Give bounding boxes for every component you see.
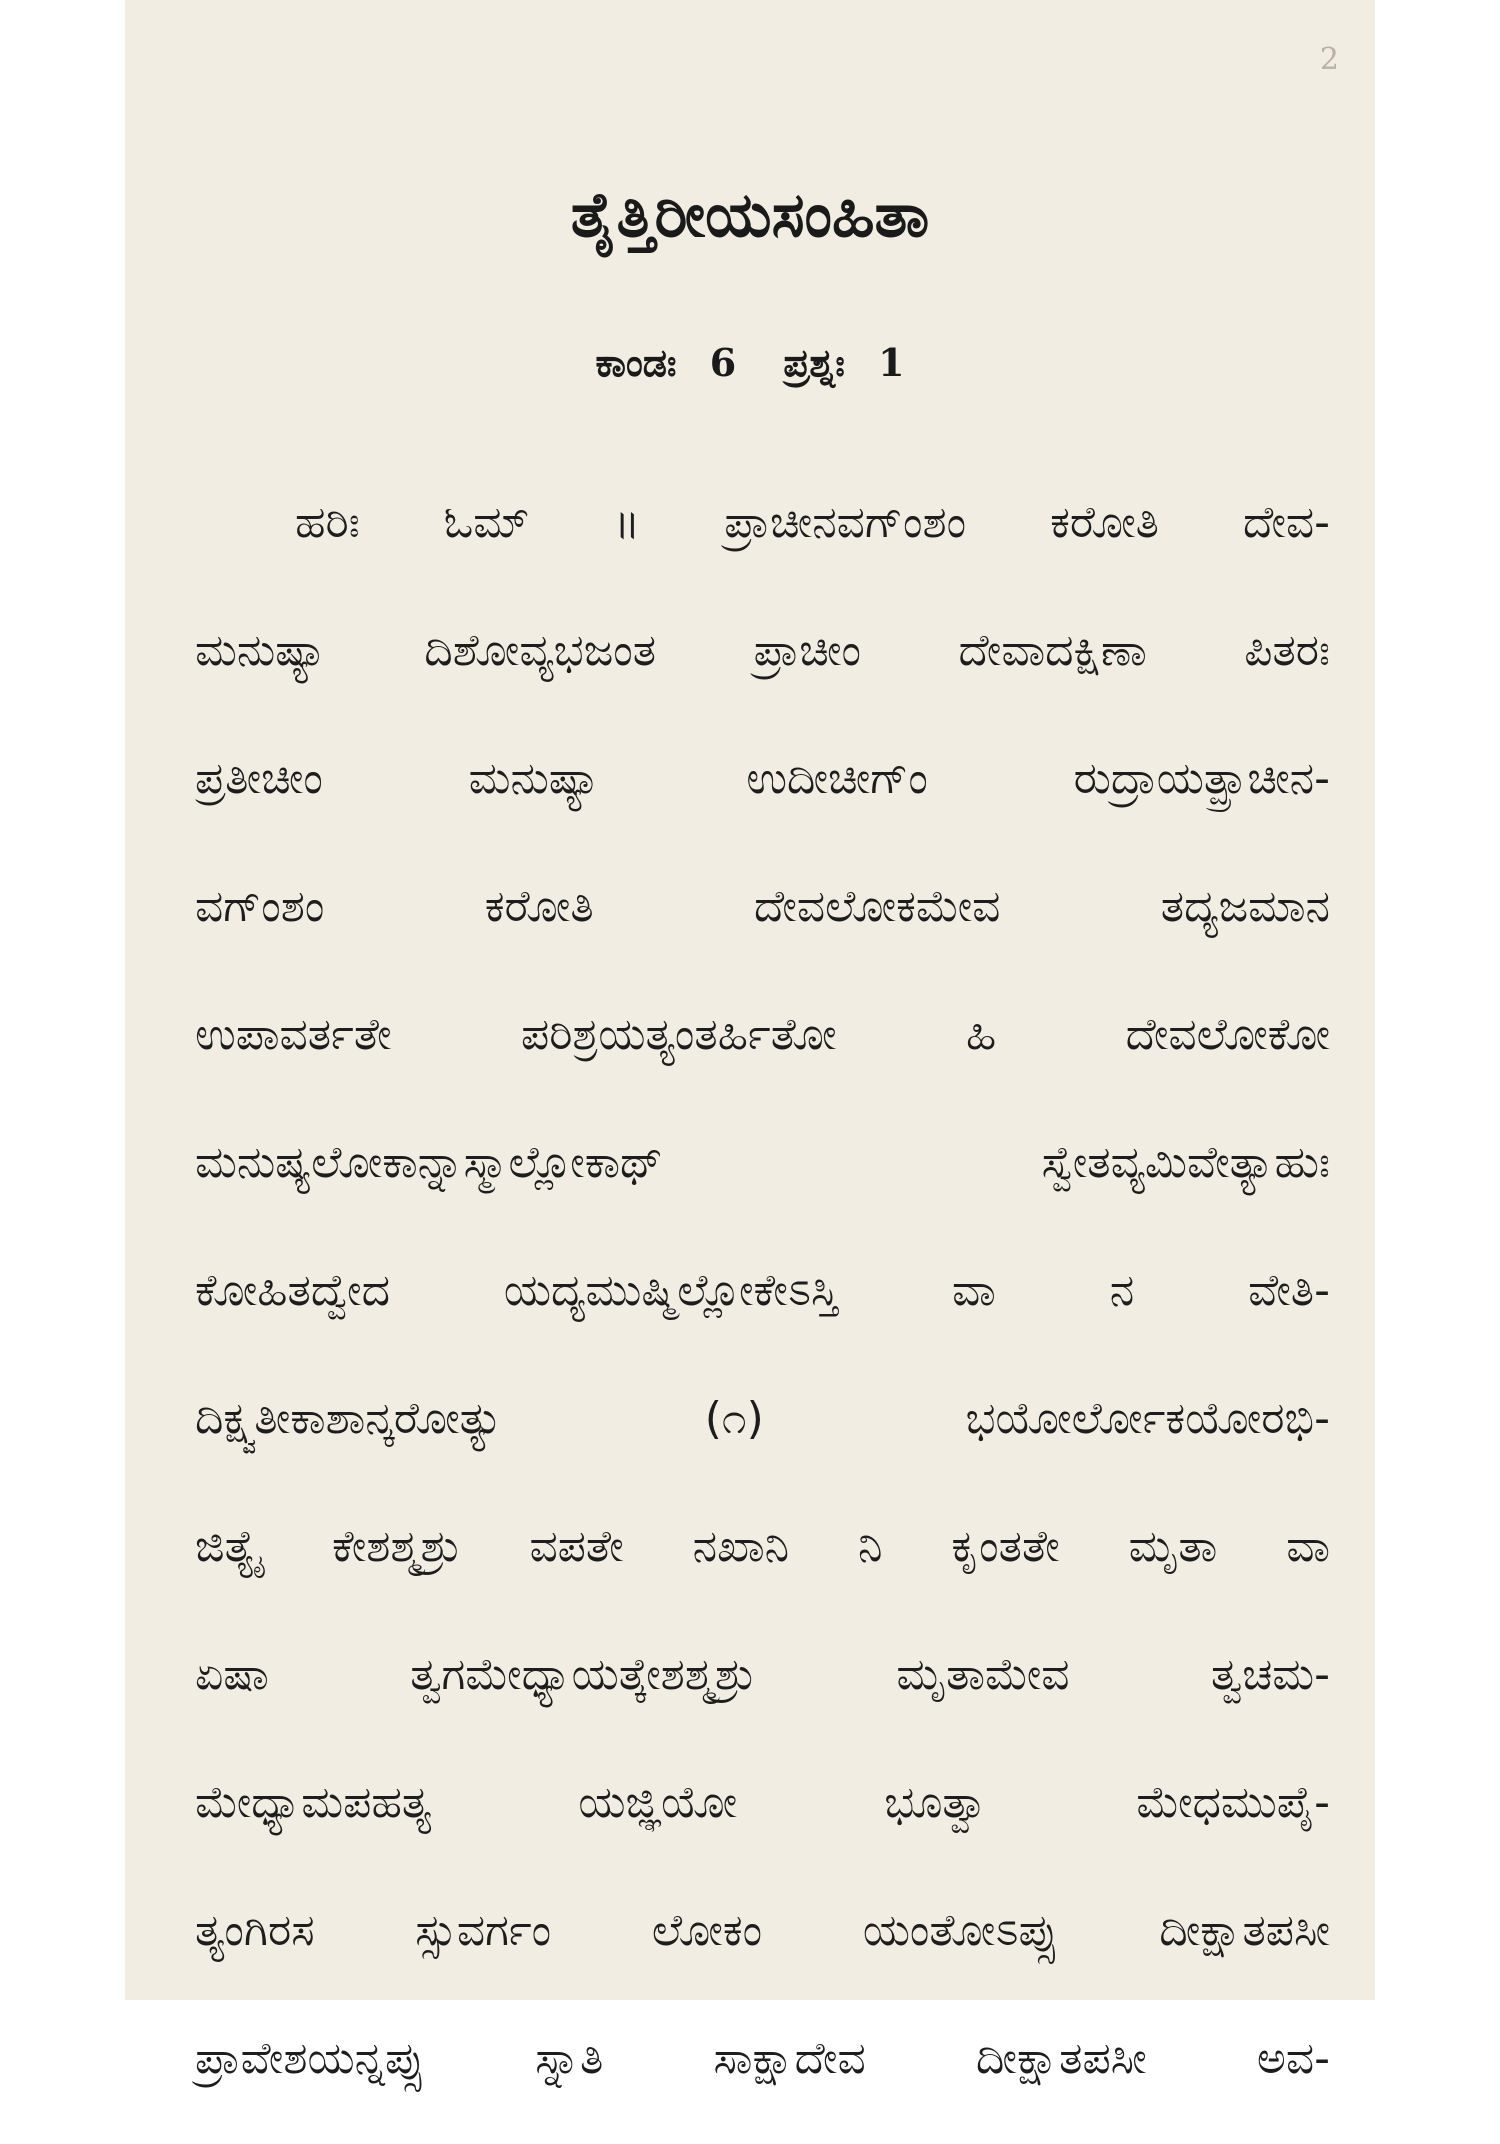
verse-line: ದಿಕ್ಷ್ವತೀಕಾಶಾನ್ಕರೋತ್ಯು (೧) ಭಯೋರ್ಲೋಕಯೋರಭಿ- — [195, 1393, 1330, 1444]
verse-line: ಮೇಧ್ಯಾಮಪಹತ್ಯ ಯಜ್ಞಿಯೋ ಭೂತ್ವಾ ಮೇಧಮುಪೈ- — [195, 1777, 1330, 1828]
section-heading — [125, 340, 1375, 386]
verse-line: ಮನುಷ್ಯಾ ದಿಶೋವ್ಯಭಜಂತ ಪ್ರಾಚೀಂ ದೇವಾದಕ್ಷಿಣಾ ಪಿತರಃ — [195, 625, 1330, 676]
verse-line: ಪ್ರಾವೇಶಯನ್ನಪ್ಸು ಸ್ನಾತಿ ಸಾಕ್ಷಾದೇವ ದೀಕ್ಷಾತಪಸೀ ಅವ- — [195, 2033, 1330, 2084]
kanda-number: 6 — [709, 340, 737, 385]
verse-text — [195, 480, 1330, 2144]
verse-line: ಹರಿಃ ಓಮ್ ॥ ಪ್ರಾಚೀನವಗ್ಂಶಂ ಕರೋತಿ ದೇವ- — [295, 497, 1330, 548]
prashna-number: 1 — [878, 340, 905, 385]
verse-line: ಏಷಾ ತ್ವಗಮೇಧ್ಯಾಯತ್ಕೇಶಶ್ಮಶ್ರು ಮೃತಾಮೇವ ತ್ವಚಮ- — [195, 1649, 1330, 1700]
book-page — [125, 0, 1375, 2084]
prashna-label: ಪ್ರಶ್ನಃ — [783, 341, 845, 385]
verse-line: ಜಿತ್ಯೈ ಕೇಶಶ್ಮಶ್ರು ವಪತೇ ನಖಾನಿ ನಿ ಕೃಂತತೇ ಮೃತಾ ವಾ — [195, 1521, 1330, 1572]
verse-line: ಪ್ರತೀಚೀಂ ಮನುಷ್ಯಾ ಉದೀಚೀಗ್ಂ ರುದ್ರಾಯತ್ಪ್ರಾಚೀನ- — [195, 753, 1330, 804]
verse-line: ಉಪಾವರ್ತತೇ ಪರಿಶ್ರಯತ್ಯಂತರ್ಹಿತೋ ಹಿ ದೇವಲೋಕೋ — [195, 1009, 1330, 1060]
page-number: 2 — [1319, 42, 1339, 77]
verse-line: ತ್ಯಂಗಿರಸ ಸ್ಸುವರ್ಗಂ ಲೋಕಂ ಯಂತೋಽಪ್ಸು ದೀಕ್ಷಾತಪಸೀ — [195, 1905, 1330, 1956]
kanda-label: ಕಾಂಡಃ — [595, 341, 677, 385]
verse-line: ವಗ್ಂಶಂ ಕರೋತಿ ದೇವಲೋಕಮೇವ ತದ್ಯಜಮಾನ — [195, 881, 1330, 932]
verse-line: ಮನುಷ್ಯಲೋಕಾನ್ನಾಸ್ಮಾಲ್ಲೋಕಾಥ್ ಸ್ವೇತವ್ಯಮಿವೇತ್ಯಾಹುಃ — [195, 1137, 1330, 1188]
verse-line: ಕೋಹಿತದ್ವೇದ ಯದ್ಯಮುಷ್ಮಿಲ್ಲೋಕೇಽಸ್ತಿ ವಾ ನ ವೇತಿ- — [195, 1265, 1330, 1316]
page-title: ತೈತ್ತಿರೀಯಸಂಹಿತಾ — [570, 178, 930, 251]
